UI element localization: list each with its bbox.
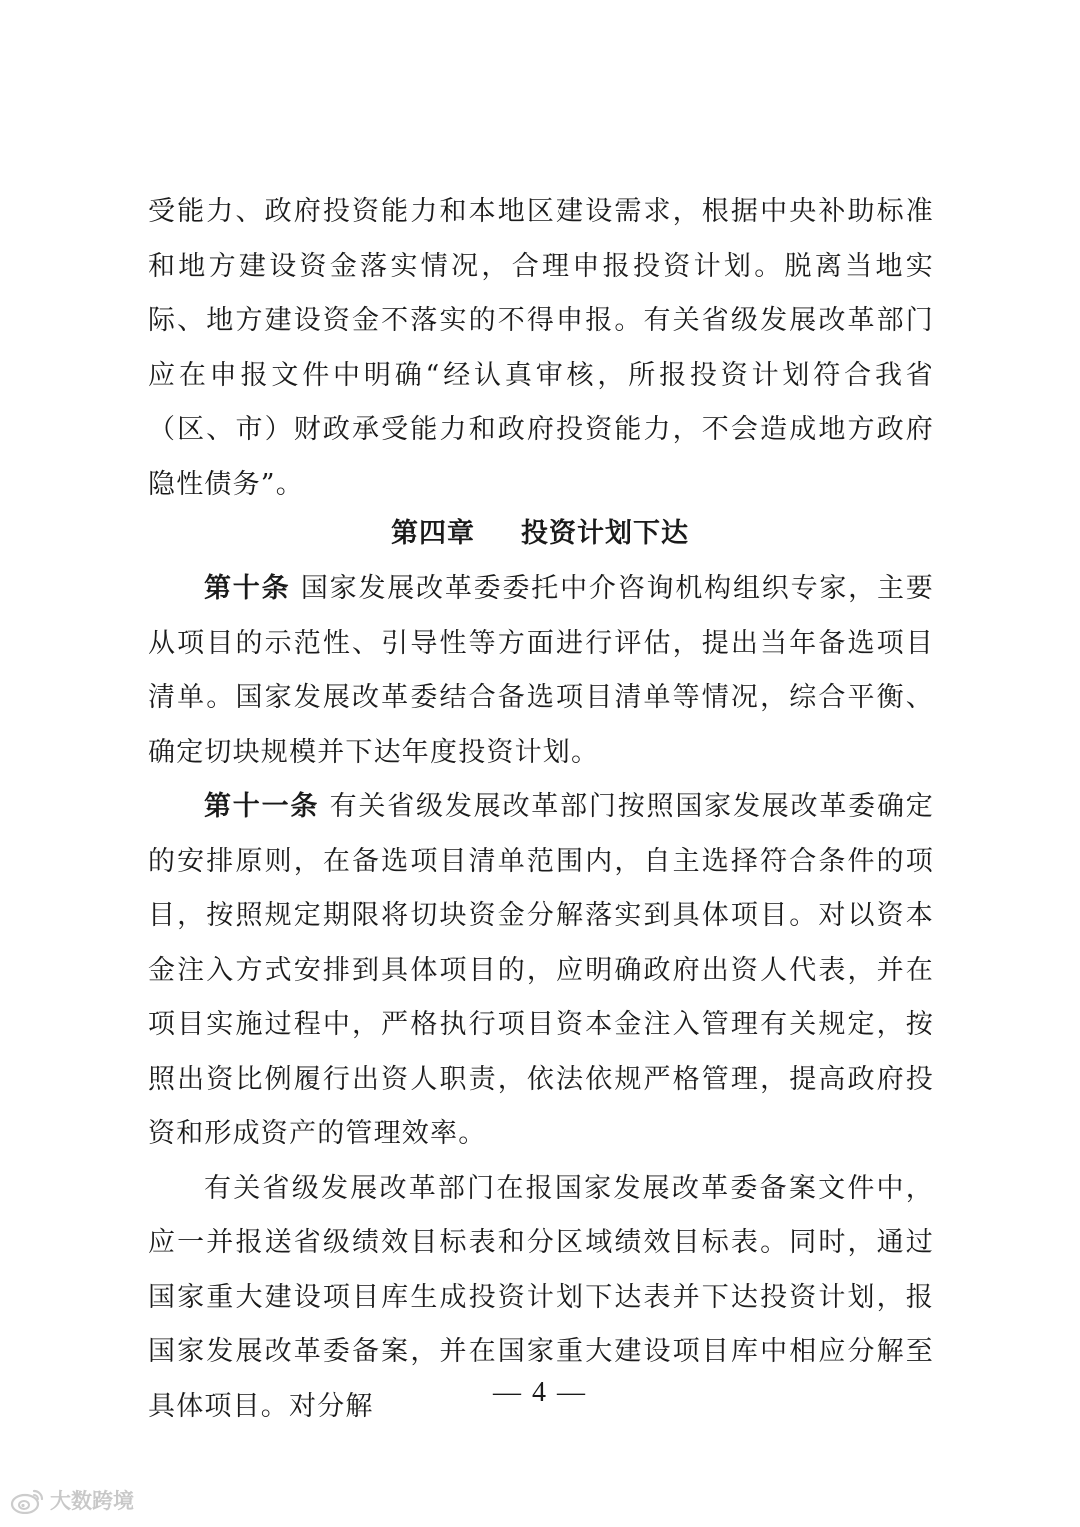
article-10-text: 国家发展改革委委托中介咨询机构组织专家，主要从项目的示范性、引导性等方面进行评估，提出当年备选项目清单。国家发展改革委结合备选项目清单等情况，综合平衡、确定切块规模并下达年度投资计划。 — [148, 573, 934, 768]
chapter-title: 投资计划下达 — [521, 518, 689, 549]
article-11 — [148, 780, 934, 1162]
chapter-number: 第四章 — [391, 518, 475, 549]
top-text-block — [148, 185, 934, 512]
weibo-logo-icon — [10, 1488, 44, 1514]
watermark-text: 大数跨境 — [50, 1489, 134, 1513]
chapter-heading — [0, 512, 1080, 556]
page-number: — 4 — — [493, 1377, 587, 1408]
article-11-label: 第十一条 — [204, 791, 320, 822]
article-11-text: 有关省级发展改革部门按照国家发展改革委确定的安排原则，在备选项目清单范围内，自主选择符合条件的项目，按照规定期限将切块资金分解落实到具体项目。对以资本金注入方式安排到具体项目的，应明确政府出资人代表，并在项目实施过程中，严格执行项目资本金注入管理有关规定，按照出资比例履行出资人职责，依法依规严格管理，提高政府投资和形成资产的管理效率。 — [148, 791, 934, 1149]
article-10 — [148, 562, 934, 780]
watermark — [10, 1488, 134, 1514]
continued-paragraph: 受能力、政府投资能力和本地区建设需求，根据中央补助标准和地方建设资金落实情况，合理申报投资计划。脱离当地实际、地方建设资金不落实的不得申报。有关省级发展改革部门应在申报文件中明确“经认真审核，所报投资计划符合我省（区、市）财政承受能力和政府投资能力，不会造成地方政府隐性债务”。 — [148, 196, 934, 500]
main-text-block — [148, 562, 934, 1434]
paragraph-filing: 有关省级发展改革部门在报国家发展改革委备案文件中，应一并报送省级绩效目标表和分区域绩效目标表。同时，通过国家重大建设项目库生成投资计划下达表并下达投资计划，报国家发展改革委备案，并在国家重大建设项目库中相应分解至具体项目。对分解 — [148, 1172, 934, 1422]
article-10-label: 第十条 — [204, 573, 291, 604]
